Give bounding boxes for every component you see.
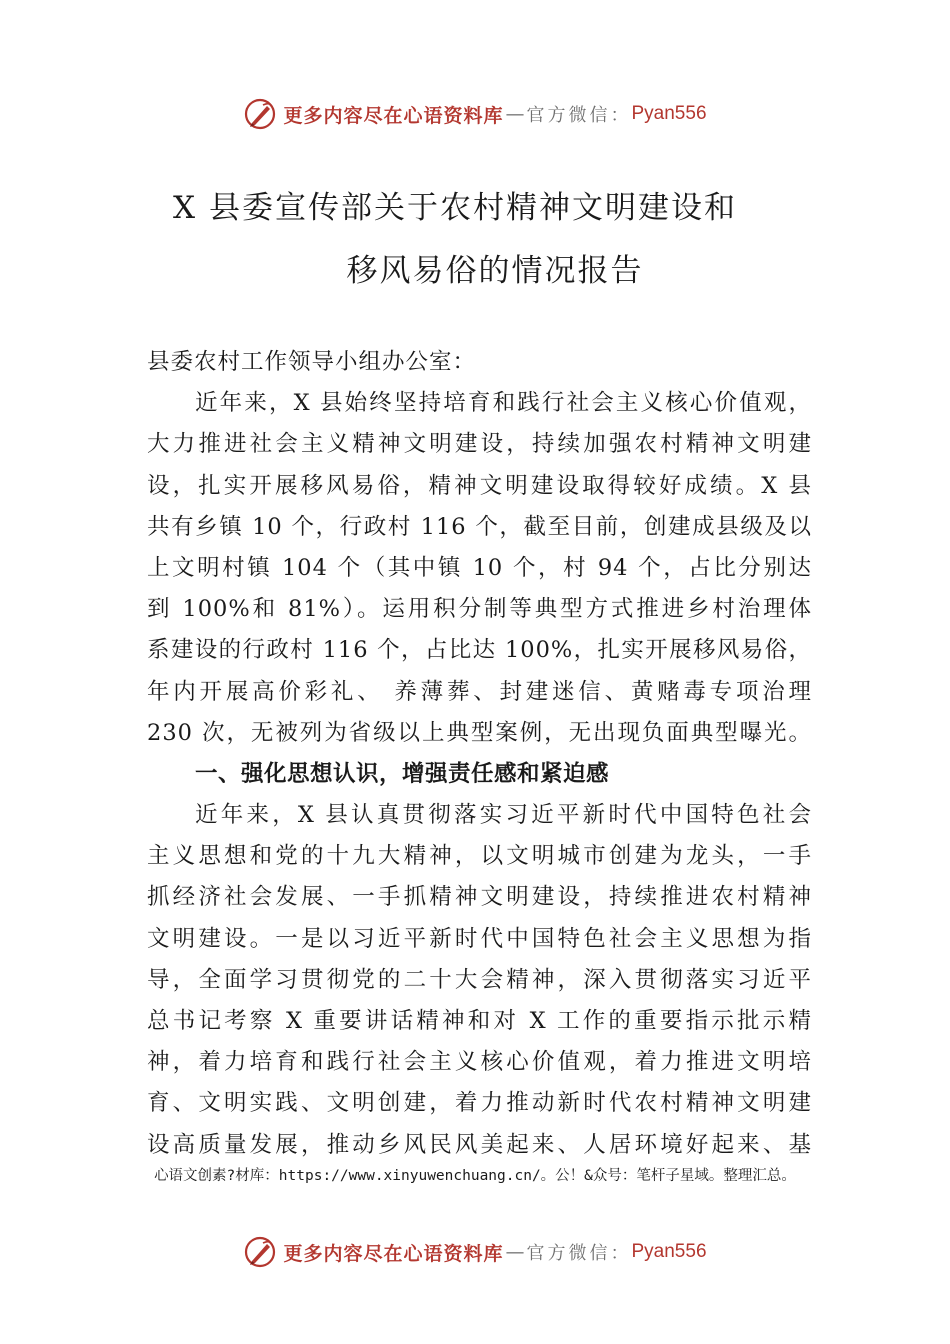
header-banner [0,94,950,134]
paragraph-line: 文明建设。一是以习近平新时代中国特色社会主义思想为指 [147,925,812,952]
banner-dash: — [505,103,525,125]
paragraph-line: 总书记考察 X 重要讲话精神和对 X 工作的重要指示批示精 [147,1008,812,1034]
paragraph-line: 到 100%和 81%）。运用积分制等典型方式推进乡村治理体 [147,596,812,623]
paragraph-line: 设高质量发展，推动乡风民风美起来、人居环境好起来、基 [147,1131,812,1158]
pen-circle-logo-icon [243,1235,277,1269]
paragraph-line: 育、文明实践、文明创建，着力推动新时代农村精神文明建 [147,1090,812,1117]
addressee: 县委农村工作领导小组办公室： [147,349,477,375]
paragraph-line: 近年来，X 县认真贯彻落实习近平新时代中国特色社会 [195,802,812,829]
paragraph-line: 导，全面学习贯彻党的二十大会精神，深入贯彻落实习近平 [147,966,812,993]
paragraph-line: 抓经济社会发展、一手抓精神文明建设，持续推进农村精神 [147,884,812,911]
paragraph-line: 共有乡镇 10 个，行政村 116 个，截至目前，创建成县级及以 [147,513,812,540]
section-heading: 一、强化思想认识，增强责任感和紧迫感 [195,760,610,787]
banner-wechat-id: Pyan556 [631,103,707,124]
paragraph-line: 大力推进社会主义精神文明建设，持续加强农村精神文明建 [147,431,812,458]
document-title-line-1: X 县委宣传部关于农村精神文明建设和 [173,190,737,226]
paragraph-line: 主义思想和党的十九大精神，以文明城市创建为龙头，一手 [147,843,812,870]
paragraph-line: 年内开展高价彩礼、 养薄葬、封建迷信、黄赌毒专项治理 [147,678,812,705]
document-title-line-2: 移风易俗的情况报告 [346,253,644,289]
paragraph-line: 230 次，无被列为省级以上典型案例，无出现负面典型曝光。 [147,719,812,746]
banner-official-label: 官方微信： [526,1243,632,1264]
banner-dash: — [505,1241,525,1263]
paragraph-line: 系建设的行政村 116 个，占比达 100%，扎实开展移风易俗， [147,637,812,664]
banner-wechat-id: Pyan556 [631,1241,707,1262]
pen-circle-logo-icon [243,97,277,131]
footer-banner [0,1232,950,1272]
footer-note: 心语文创素?材库：https://www.xinyuwenchuang.cn/。公！&众号：笔杆子星域。整理汇总。 [154,1168,796,1184]
paragraph-line: 近年来，X 县始终坚持培育和践行社会主义核心价值观， [195,390,812,417]
document-body [147,342,812,1166]
paragraph-line: 上文明村镇 104 个（其中镇 10 个，村 94 个，占比分别达 [147,554,812,581]
banner-brand: 更多内容尽在心语资料库 [283,104,504,127]
banner-official-label: 官方微信： [526,105,632,126]
paragraph-line: 设，扎实开展移风易俗，精神文明建设取得较好成绩。X 县 [147,472,812,499]
paragraph-line: 神，着力培育和践行社会主义核心价值观，着力推进文明培 [147,1049,812,1076]
banner-brand: 更多内容尽在心语资料库 [283,1242,504,1265]
